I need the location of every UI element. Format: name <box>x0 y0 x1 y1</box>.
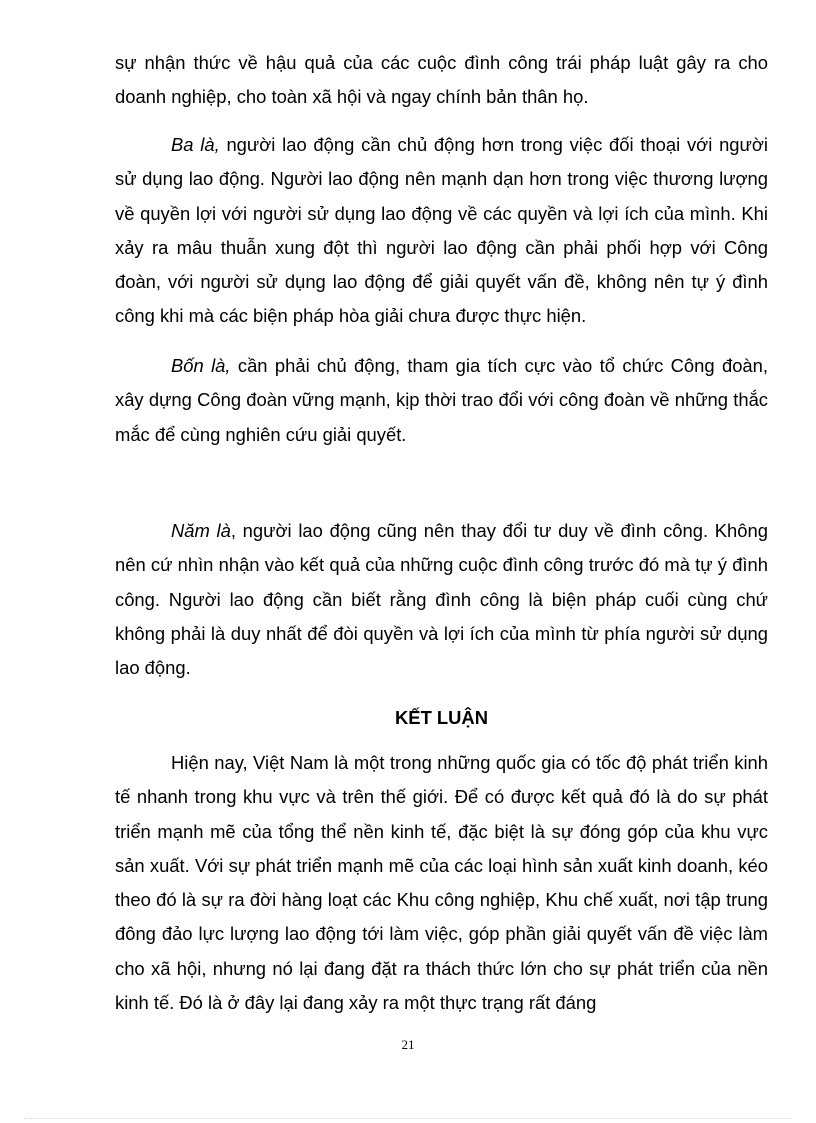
paragraph-nam-la-lead: Năm là <box>171 520 231 541</box>
paragraph-nam-la <box>115 514 768 685</box>
paragraph-ba-la-text: người lao động cần chủ động hơn trong việc đối thoại với người sử dụng lao động. Người lao động nên mạnh dạn hơn trong việc thương lượng về quyền lợi với người sử dụng lao động về các quyền và lợi ích của mình. Khi xảy ra mâu thuẫn xung đột thì người lao động cần phải phối hợp với Công đoàn, với người sử dụng lao động để giải quyết vấn đề, không nên tự ý đình công khi mà các biện pháp hòa giải chưa được thực hiện. <box>115 134 768 327</box>
paragraph-ba-la-body <box>115 128 768 334</box>
continuation-text: sự nhận thức về hậu quả của các cuộc đình công trái pháp luật gây ra cho doanh nghiệp, cho toàn xã hội và ngay chính bản thân họ. <box>115 52 768 108</box>
paragraph-bon-la <box>115 349 768 452</box>
paragraph-nam-la-body <box>115 514 768 685</box>
conclusion-text: Hiện nay, Việt Nam là một trong những quốc gia có tốc độ phát triển kinh tế nhanh trong khu vực và trên thế giới. Để có được kết quả đó là do sự phát triển mạnh mẽ của tổng thể nền kinh tế, đặc biệt là sự đóng góp của khu vực sản xuất. Với sự phát triển mạnh mẽ của các loại hình sản xuất kinh doanh, kéo theo đó là sự ra đời hàng loạt các Khu công nghiệp, Khu chế xuất, nơi tập trung đông đảo lực lượng lao động tới làm việc, góp phần giải quyết vấn đề việc làm cho xã hội, nhưng nó lại đang đặt ra thách thức lớn cho sự phát triển của nền kinh tế. Đó là ở đây lại đang xảy ra một thực trạng rất đáng <box>115 752 768 1014</box>
paragraph-nam-la-text: , người lao động cũng nên thay đổi tư duy về đình công. Không nên cứ nhìn nhận vào kết quả của những cuộc đình công trước đó mà tự ý đình công. Người lao động cần biết rằng đình công là biện pháp cuối cùng chứ không phải là duy nhất để đòi quyền và lợi ích của mình từ phía người sử dụng lao động. <box>115 520 768 679</box>
continuation-paragraph <box>115 46 768 115</box>
paragraph-bon-la-lead: Bốn là, <box>171 355 231 376</box>
page-bottom-divider <box>24 1118 792 1119</box>
conclusion-paragraph <box>115 746 768 1020</box>
conclusion-heading: KẾT LUẬN <box>395 707 488 728</box>
paragraph-bon-la-body <box>115 349 768 452</box>
paragraph-ba-la <box>115 128 768 334</box>
paragraph-ba-la-lead: Ba là, <box>171 134 220 155</box>
page-number: 21 <box>401 1037 415 1052</box>
paragraph-bon-la-text: cần phải chủ động, tham gia tích cực vào tổ chức Công đoàn, xây dựng Công đoàn vững mạnh, kịp thời trao đổi với công đoàn về những thắc mắc để cùng nghiên cứu giải quyết. <box>115 355 768 445</box>
